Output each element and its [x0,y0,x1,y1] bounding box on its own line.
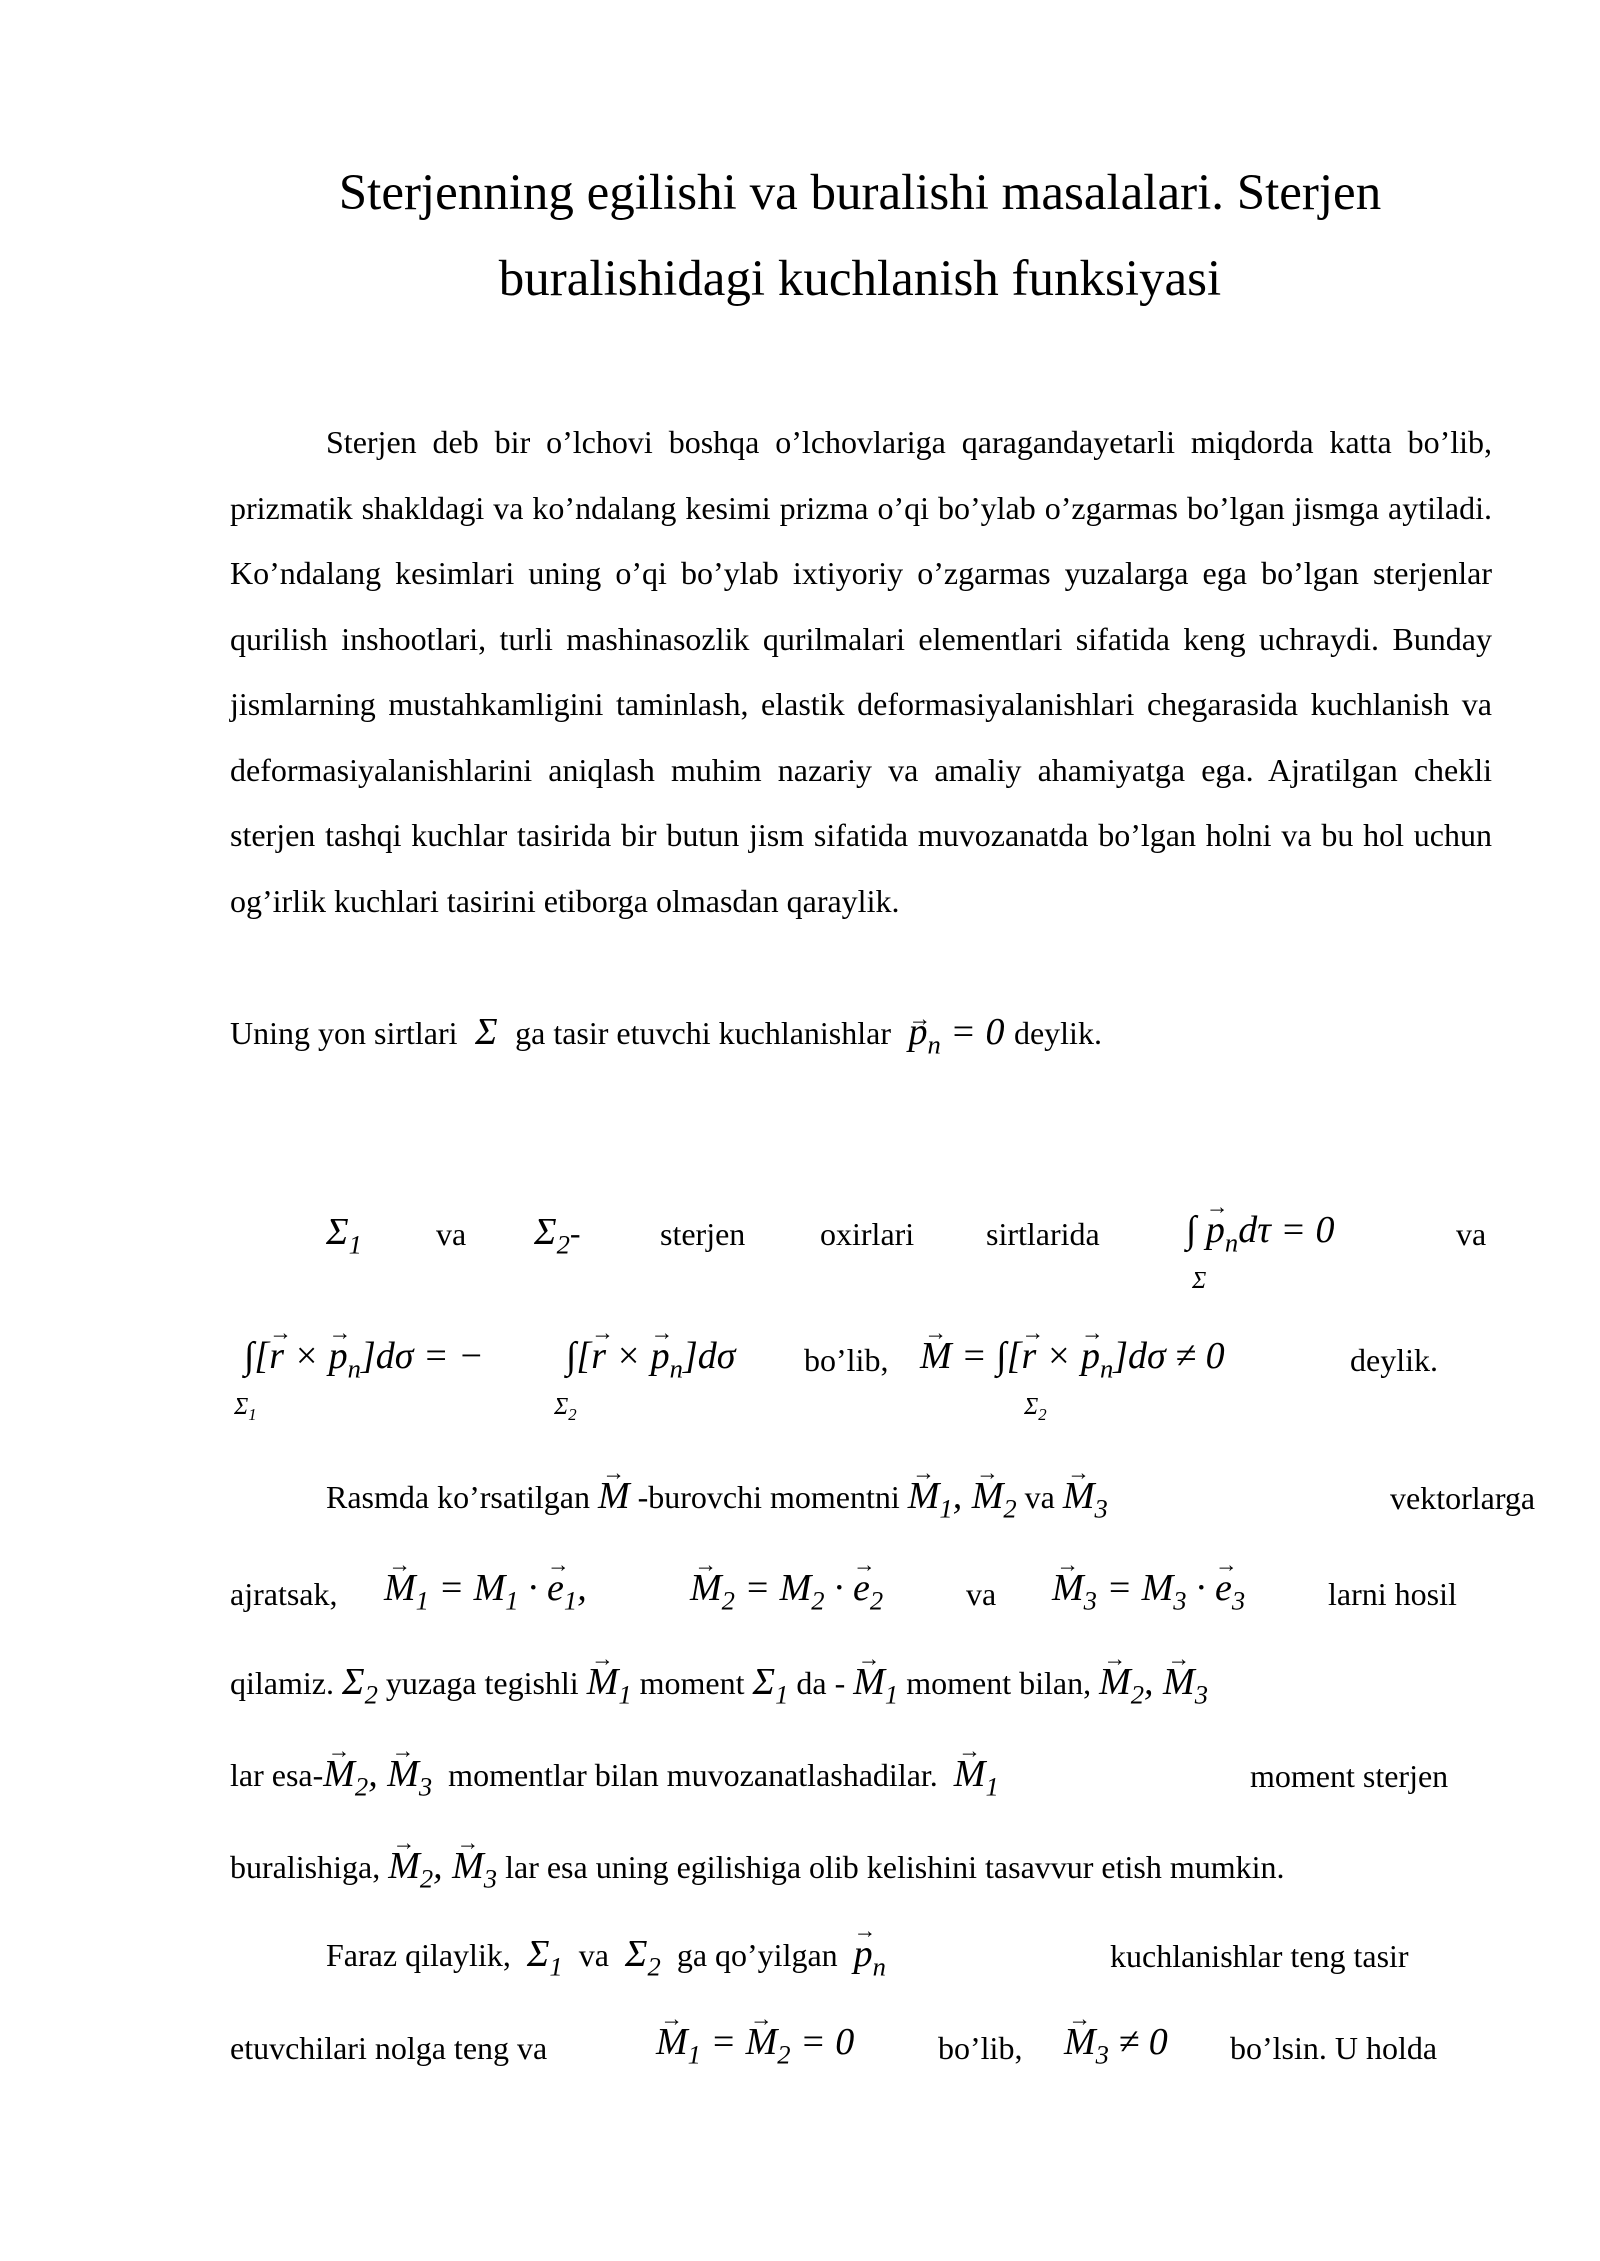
paragraph-1 [230,410,1492,934]
formula-m3-nonzero: → $M_3 \ne 0$ [1064,2020,1168,2070]
text-segment: momentlar bilan muvozanatlashadilar. [448,1757,938,1793]
text-segment: -burovchi momentni [637,1479,900,1515]
text-segment: ga qo’yilgan [676,1937,838,1973]
paragraph-1-text: Sterjen deb bir o’lchovi boshqa o’lchovlariga qaragandayetarli miqdorda katta bo’lib, prizmatik shakldagi va ko’ndalang kesimi prizma o’qi bo’ylab o’zgarmas bo’lgan jismga aytiladi. Ko’ndalang kesimlari uning o’qi bo’ylab ixtiyoriy o’zgarmas yuzalarga ega bo’lgan sterjenlar qurilish inshootlari, turli mashinasozlik qurilmalari elementlari sifatida keng uchraydi. Bunday jismlarning mustahkamligini taminlash, elastik deformasiyalanishlari chegarasida kuchlanish va deformasiyalanishlarini aniqlash muhim nazariy va amaliy ahamiyatga ega. Ajratilgan chekli sterjen tashqi kuchlar tasirida bir butun jism sifatida muvozanatda bo’lgan holni va bu hol uchun og’irlik kuchlari tasirini etiborga olmasdan qaraylik. [230,424,1492,919]
text-segment: Faraz qilaylik, [326,1937,511,1973]
formula-m3-decomp: → $M_3 = M_3$ · → $e_3$ [1052,1566,1245,1616]
paragraph-4-line-1: Faraz qilaylik, $\Sigma_1$ va $\Sigma_2$ ga qo’yilgan → $p_n$ [326,1932,886,1982]
page-title: Sterjenning egilishi va buralishi masalalari. Sterjen buralishidagi kuchlanish funksiyasi [338,165,1382,307]
text-segment: buralishiga, [230,1849,381,1885]
text-segment: bo’lib, [938,2030,1023,2066]
formula-sigma2: $\Sigma_2-$ [534,1211,581,1260]
paragraph-1-end [230,1000,1492,1077]
text-segment: deylik. [1350,1342,1438,1378]
formula-m2-decomp: → $M_2 = M_2$ · → $e_2$ [690,1566,883,1616]
text-segment: bo’lib, [804,1342,889,1378]
text-segment: moment [639,1665,745,1701]
formula-pn-zero: → $p_n = 0$ [899,1011,1014,1053]
text-segment: ga tasir etuvchi kuchlanishlar [515,1015,891,1051]
text-segment: va [436,1216,467,1252]
text-segment: va [966,1576,997,1612]
text-segment: etuvchilari nolga teng va [230,2030,548,2066]
text-segment: va [578,1937,609,1973]
text-segment: moment bilan, [906,1665,1092,1701]
paragraph-3-line-5: buralishiga, → $M_2$, → $M_3$ lar esa uning egilishiga olib kelishini tasavvur etish mumkin. [230,1844,1285,1894]
text-segment: vektorlarga [1390,1480,1536,1516]
formula-m1-decomp: → $M_1 = M_1$ · → $e_1$, [384,1566,587,1616]
formula-integral-pn: ∫ → $p_nd\tau = 0$ Σ [1186,1208,1334,1258]
paragraph-3-line-3: qilamiz. $\Sigma_2$ yuzaga tegishli → $M_1$ moment $\Sigma_1$ da - → $M_1$ moment bilan, → $M_2$, → $M_3$ [230,1660,1208,1710]
formula-integral-sigma2: ∫[→ r × → $p_n]d\sigma$ $\Sigma_2$ [566,1334,735,1384]
text-segment: sterjen [660,1216,746,1252]
text-segment: moment sterjen [1250,1758,1449,1794]
formula-m1-m2-zero: → $M_1$ = → $M_2 = 0$ [656,2020,854,2070]
formula-sigma: Σ [465,1011,508,1053]
text-segment: va [1456,1216,1487,1252]
text-segment: deylik. [1013,1015,1102,1051]
text-segment: va [1024,1479,1055,1515]
text-segment: lar esa- [230,1757,324,1793]
text-segment: Rasmda ko’rsatilgan [326,1479,590,1515]
text-segment: yuzaga tegishli [385,1665,579,1701]
paragraph-3-line-4: lar $esa-\to M_2$, → $M_3$ momentlar bilan muvozanatlashadilar. → $M_1$ [230,1752,999,1802]
text-segment: lar esa uning egilishiga olib kelishini tasavvur etish mumkin. [505,1849,1285,1885]
text-segment: larni hosil [1328,1576,1457,1612]
formula-moment-def: → M = ∫[→ r × → $p_n]d\sigma \ne 0$ $\Sigma_2$ [920,1334,1225,1384]
text-segment: bo’lsin. U holda [1230,2030,1438,2066]
text-segment: sirtlarida [986,1216,1100,1252]
paragraph-3-line-1: Rasmda ko’rsatilgan → M -burovchi momentni → $M_1$, → $M_2$ va → $M_3$ [326,1474,1108,1524]
text-segment: kuchlanishlar teng tasir [1110,1938,1409,1974]
formula-integral-sigma1: ∫[→ r × → $p_n]d\sigma$ = − $\Sigma_1$ [244,1334,484,1384]
text-segment: qilamiz. [230,1665,334,1701]
text-segment: ajratsak, [230,1576,338,1612]
formula-sigma1: $\Sigma_1$ [326,1211,362,1260]
text-segment: da - [796,1665,846,1701]
text-segment: oxirlari [820,1216,915,1252]
text-segment: Uning yon sirtlari [230,1015,458,1051]
